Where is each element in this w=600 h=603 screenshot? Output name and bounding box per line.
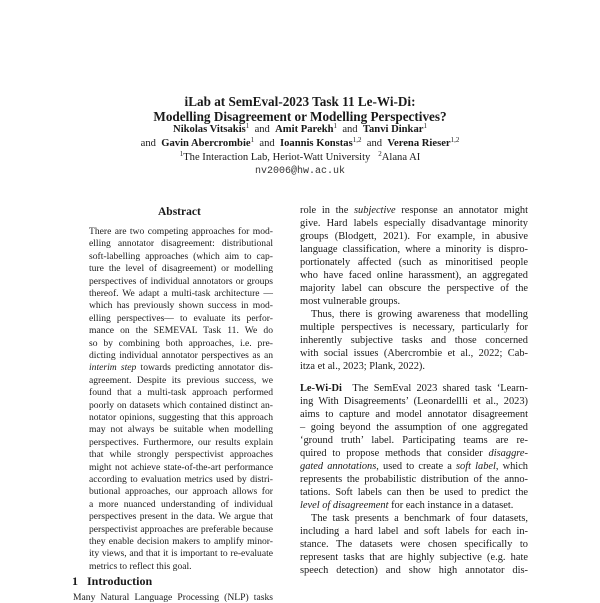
text-segment: for each instance in a dataset. (388, 500, 514, 511)
text-line (300, 500, 528, 511)
text-segment: perspectives of individual annotators or groups (89, 275, 273, 287)
and-text: and (259, 138, 275, 149)
text-line (300, 205, 528, 216)
author-name: Ioannis Konstas (279, 138, 353, 149)
text-line (300, 461, 528, 472)
text-segment: a more nuanced understanding of individual (89, 498, 273, 510)
text-segment: with social issues (Abercrombie et al., 2022; Cab- (300, 348, 528, 359)
text-segment: agreement. Despite its previous success, we (89, 374, 273, 386)
section-heading-introduction (72, 574, 152, 589)
text-segment: ity views, and that it is important to re-evaluate (89, 548, 273, 560)
text-segment: which has previously shown success in mod- (89, 300, 273, 312)
text-segment: that while strongly perspectivist approaches (89, 449, 273, 461)
author-name: Gavin Abercrombie (161, 138, 251, 149)
text-line (89, 511, 273, 522)
text-segment: they enable decision makers to amplify minor- (89, 536, 273, 547)
text-segment: There are two competing approaches for mod- (89, 226, 273, 237)
text-segment: – going beyond the assumption of one aggregated (300, 422, 528, 433)
text-line (89, 226, 273, 237)
text-line (89, 462, 273, 473)
and-text: and (342, 124, 358, 135)
author-name: Nikolas Vitsakis (173, 124, 246, 135)
author-name: Amit Parekh (275, 124, 334, 135)
intro-first-line: Many Natural Language Processing (NLP) tasks (73, 592, 273, 603)
affiliation-2: Alana AI (381, 152, 421, 163)
text-segment: notator opinions, suggesting that this approach (89, 412, 273, 423)
text-line (89, 424, 273, 435)
text-line (89, 412, 273, 423)
text-segment: including a hard label and soft labels for each in- (300, 526, 528, 537)
text-segment: soft-labelling approaches (which aim to cap- (89, 250, 273, 262)
text-line (89, 251, 273, 262)
text-segment: poorly on datasets which contained distinct an- (89, 399, 273, 411)
text-segment: Thus, there is growing awareness that modelling (311, 309, 528, 320)
text-segment: response an annotator might (395, 205, 528, 216)
text-line (300, 361, 528, 372)
text-segment: found that a multi-task approach performed (89, 387, 273, 399)
text-line (89, 276, 273, 287)
text-line (300, 322, 528, 333)
italic-text: interim step (89, 362, 137, 374)
and-text: and (254, 124, 270, 135)
text-line (89, 362, 273, 373)
paper-title-line-1: iLab at SemEval-2023 Task 11 Le-Wi-Di: (184, 94, 416, 109)
text-segment: elling perspectives— to evaluate its perfor- (89, 312, 273, 324)
text-segment: ‘ground truth’ label. Participating teams are re- (300, 435, 528, 446)
text-line (89, 313, 273, 324)
author-line-2 (0, 138, 600, 149)
italic-text: disaggre- (488, 448, 528, 459)
text-line (89, 288, 273, 299)
affiliation-mark: 1 (179, 150, 184, 158)
text-line (89, 263, 273, 274)
text-segment: butional approaches, our approach allows for (89, 486, 273, 498)
text-line (89, 300, 273, 311)
text-segment: metrics to reflect this goal. (89, 560, 192, 572)
text-segment: , used to create a (376, 461, 456, 472)
text-segment: may not always be suitable when modelling (89, 424, 273, 436)
text-segment: , which (495, 461, 528, 472)
text-line (300, 435, 528, 446)
text-line (89, 486, 273, 497)
author-affiliation-mark: 1 (333, 122, 338, 130)
section-number: 1 (72, 574, 78, 588)
author-name: Tanvi Dinkar (362, 124, 424, 135)
text-line (89, 400, 273, 411)
text-line (300, 396, 528, 407)
text-segment: dicting individual annotator perspectives as an (89, 350, 273, 361)
affiliation-1: The Interaction Lab, Heriot-Watt University (183, 152, 371, 163)
text-segment: speech detection) and show high annotator dis- (300, 565, 528, 576)
italic-text: soft label (455, 461, 496, 472)
text-segment: multiple perspectives is necessary, particularly for (300, 322, 528, 333)
text-segment: most vulnerable groups. (300, 296, 401, 307)
text-segment: majority label can obscure the perspective of the (300, 283, 528, 294)
and-text: and (366, 138, 383, 149)
text-line (89, 387, 273, 398)
author-affiliation-mark: 1,2 (450, 136, 460, 144)
and-text: and (140, 138, 156, 149)
text-line (300, 348, 528, 359)
text-segment: aims to capture and model annotator disagreement (300, 409, 528, 420)
text-segment: towards predicting annotator dis- (136, 362, 273, 374)
author-affiliation-mark: 1 (250, 136, 255, 144)
text-line (300, 335, 528, 346)
text-segment: represent tasks that are highly subjective (e.g. hate (300, 552, 528, 563)
text-segment: portionately affected (such as minoritised people (300, 257, 528, 268)
text-line (89, 437, 273, 448)
author-affiliation-mark: 1 (245, 122, 250, 130)
text-line (300, 218, 528, 229)
text-line (300, 244, 528, 255)
text-line (300, 383, 528, 394)
text-segment: might not achieve state-of-the-art performance (89, 461, 273, 473)
text-segment: groups (Blodgett, 2021). For example, in abusive (300, 231, 528, 242)
text-segment: ing With Disagreements’ (Leonardellli et al., 2023) (300, 396, 528, 407)
paragraph-run-in-heading: Le-Wi-Di (300, 383, 342, 394)
text-segment: perspectives. Furthermore, our results explain (89, 436, 273, 448)
author-line-1 (0, 124, 600, 135)
text-line (89, 561, 273, 572)
affiliations (0, 152, 600, 163)
text-segment: perspectivist approaches are preferable because (89, 523, 273, 535)
text-line (300, 309, 528, 320)
italic-text: level of disagreement (300, 500, 389, 511)
text-line (89, 474, 273, 485)
paper-title-line-2: Modelling Disagreement or Modelling Perspectives? (153, 109, 447, 124)
italic-text: gated annotations (300, 461, 377, 472)
text-segment: perspectives present in the data. We argue that (89, 511, 273, 523)
text-line (89, 536, 273, 547)
contact-email[interactable]: nv2006@hw.ac.uk (254, 166, 345, 177)
text-line (300, 539, 528, 550)
text-line (300, 296, 528, 307)
text-line (300, 474, 528, 485)
text-line (300, 257, 528, 268)
text-line (89, 325, 273, 336)
text-segment: thereof. We adapt a multi-task architecture — (89, 288, 273, 299)
author-name: Verena Rieser (387, 138, 451, 149)
text-line (89, 350, 273, 361)
section-title: Introduction (87, 574, 153, 588)
text-line (300, 231, 528, 242)
text-segment: role in the (300, 205, 355, 216)
text-segment: give. Hard labels especially disadvantage minority (300, 218, 528, 229)
text-segment: ture the level of disagreement) or modelling (89, 263, 273, 275)
text-line (300, 283, 528, 294)
author-affiliation-mark: 1,2 (352, 136, 362, 144)
text-line (300, 552, 528, 563)
text-segment: quired to propose methods that consider (300, 448, 489, 459)
text-line (89, 548, 273, 559)
text-line (89, 499, 273, 510)
text-line (89, 375, 273, 386)
abstract-heading: Abstract (158, 206, 201, 218)
text-line (300, 448, 528, 459)
text-line (300, 409, 528, 420)
text-line (300, 526, 528, 537)
text-segment: represents the probabilistic distribution of the anno- (300, 474, 528, 485)
text-segment: so by combining both approaches, i.e. pre- (89, 337, 273, 349)
text-segment: stance. The datasets were chosen specifically to (300, 539, 528, 550)
text-segment: according to evaluation metrics used by distri- (89, 474, 273, 485)
text-line (89, 238, 273, 249)
text-segment: inherently subjective tasks and those concerned (300, 335, 528, 346)
affiliation-mark: 2 (378, 150, 382, 158)
author-affiliation-mark: 1 (423, 122, 427, 130)
text-line (300, 422, 528, 433)
text-segment: language classification, where a minority is dispro- (300, 244, 528, 255)
text-line (300, 487, 528, 498)
italic-text: subjective (354, 205, 396, 216)
text-segment: The task presents a benchmark of four datasets, (311, 513, 528, 524)
text-segment: elling annotator disagreement: distributional (89, 238, 273, 250)
text-segment: mance on the SEMEVAL Task 11. We do (89, 325, 273, 337)
text-line (89, 524, 273, 535)
text-segment: who have faced online harassment), an aggregated (300, 270, 528, 281)
text-segment: itza et al., 2023; Plank, 2022). (300, 361, 425, 372)
text-line (300, 513, 528, 524)
text-line (300, 565, 528, 576)
text-line (89, 449, 273, 460)
text-line (89, 338, 273, 349)
text-segment: tations. Soft labels can then be used to predict the (300, 487, 528, 498)
text-segment: The SemEval 2023 shared task ‘Learn- (352, 383, 528, 394)
text-line (300, 270, 528, 281)
